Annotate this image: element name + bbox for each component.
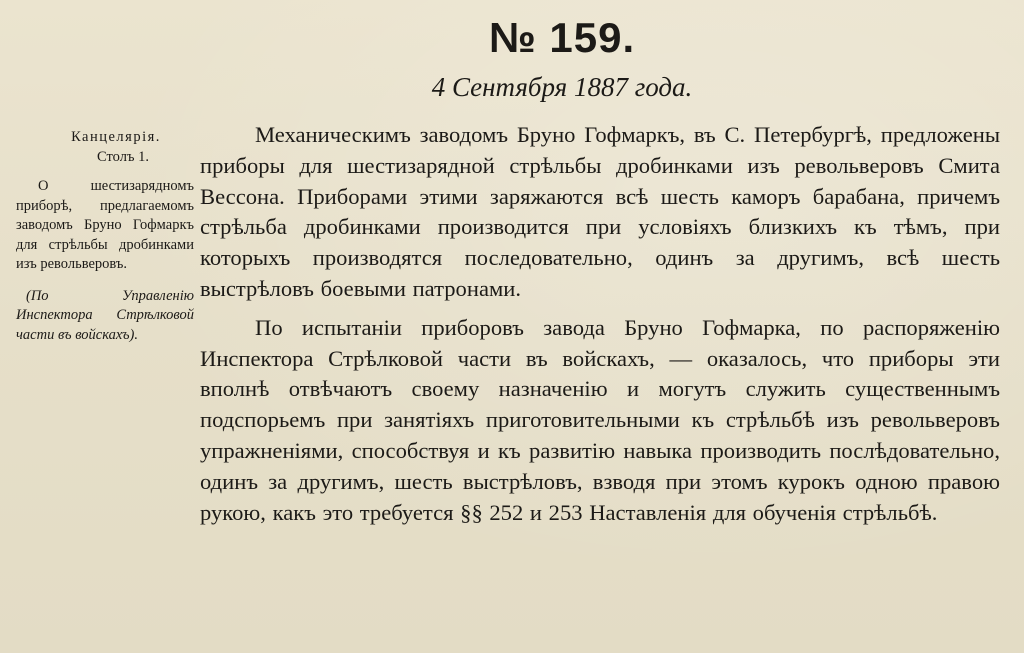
paragraph-1: Механическимъ заводомъ Бруно Гофмаркъ, въ С. Петербургѣ, предложены приборы для шестизарядной стрѣльбы дробинками изъ револьверовъ Смита Вессона. Приборами этими заряжаются всѣ шесть каморъ барабана, причемъ стрѣльба дробинками производится при условіяхъ близкихъ къ тѣмъ, при которыхъ производятся последовательно, одинъ за другимъ, всѣ шесть выстрѣловъ боевыми патронами.	[200, 122, 1000, 301]
margin-desk: Столъ 1.	[97, 148, 149, 165]
margin-notes	[16, 128, 194, 345]
paragraph-2: По испытаніи приборовъ завода Бруно Гофмарка, по распоряженію Инспектора Стрѣлковой части въ войскахъ, — оказалось, что приборы эти вполнѣ отвѣчаютъ своему назначенію и могутъ служить существеннымъ подспорьемъ при занятіяхъ приготовительными къ стрѣльбѣ изъ револьверовъ упражненіями, способствуя и къ развитію навыка производить послѣдовательно, одинъ за другимъ, шесть выстрѣловъ, взводя при этомъ курокъ одною правою рукою, какъ это требуется §§ 252 и 253 Наставленія для обученія стрѣльбѣ.	[200, 314, 1000, 525]
body-text	[200, 120, 1000, 528]
margin-via: (По Управленію Инспектора Стрѣлковой части въ войскахъ).	[16, 287, 194, 343]
document-number: № 159.	[488, 14, 636, 61]
document-date: 4 Сентября 1887 года.	[431, 72, 693, 102]
margin-office: Канцелярія.	[71, 129, 161, 145]
margin-subject: О шестизарядномъ приборѣ, предлагаемомъ заводомъ Бруно Гофмаркъ для стрѣльбы дробинками изъ револьверовъ.	[16, 178, 194, 272]
